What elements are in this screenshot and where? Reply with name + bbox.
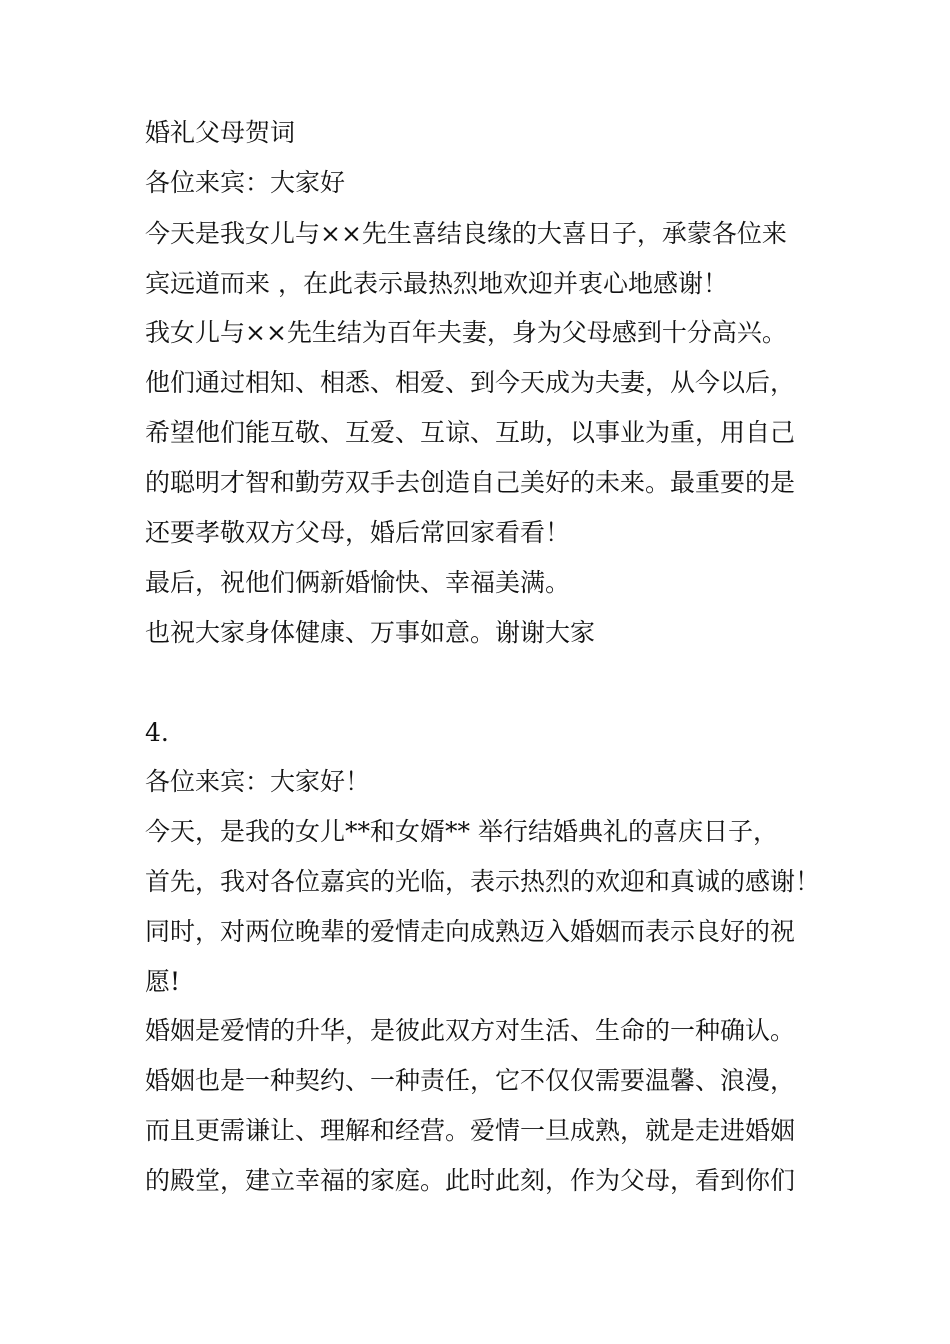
text-line: 今天，是我的女儿**和女婿** 举行结婚典礼的喜庆日子， — [145, 817, 778, 846]
text-line: 他们通过相知、相悉、相爱、到今天成为夫妻，从今以后， — [145, 368, 796, 397]
text-line: 最后，祝他们俩新婚愉快、幸福美满。 — [145, 568, 571, 597]
text-line: 各位来宾：大家好！ — [145, 767, 371, 796]
text-line: 同时，对两位晚辈的爱情走向成熟迈入婚姻而表示良好的祝 — [145, 917, 796, 946]
section-number: 4. — [145, 718, 169, 747]
text-line: 的殿堂，建立幸福的家庭。此时此刻，作为父母，看到你们 — [145, 1166, 796, 1195]
document-title: 婚礼父母贺词 — [145, 118, 296, 147]
text-line: 宾远道而来 ，在此表示最热烈地欢迎并衷心地感谢！ — [145, 269, 728, 298]
text-line: 今天是我女儿与××先生喜结良缘的大喜日子，承蒙各位来 — [145, 219, 787, 248]
text-line: 的聪明才智和勤劳双手去创造自己美好的未来。最重要的是 — [145, 468, 796, 497]
text-line: 还要孝敬双方父母，婚后常回家看看！ — [145, 518, 571, 547]
text-line: 愿! — [145, 967, 181, 996]
text-line: 也祝大家身体健康、万事如意。谢谢大家 — [145, 618, 596, 647]
text-line: 婚姻也是一种契约、一种责任，它不仅仅需要温馨、浪漫， — [145, 1066, 796, 1095]
text-line: 各位来宾：大家好 — [145, 168, 346, 197]
text-line: 我女儿与××先生结为百年夫妻，身为父母感到十分高兴。 — [145, 318, 787, 347]
text-line: 婚姻是爱情的升华，是彼此双方对生活、生命的一种确认。 — [145, 1016, 796, 1045]
text-line: 首先，我对各位嘉宾的光临，表示热烈的欢迎和真诚的感谢！ — [145, 867, 821, 896]
text-line: 希望他们能互敬、互爱、互谅、互助，以事业为重，用自己 — [145, 418, 796, 447]
text-line: 而且更需谦让、理解和经营。爱情一旦成熟，就是走进婚姻 — [145, 1116, 796, 1145]
